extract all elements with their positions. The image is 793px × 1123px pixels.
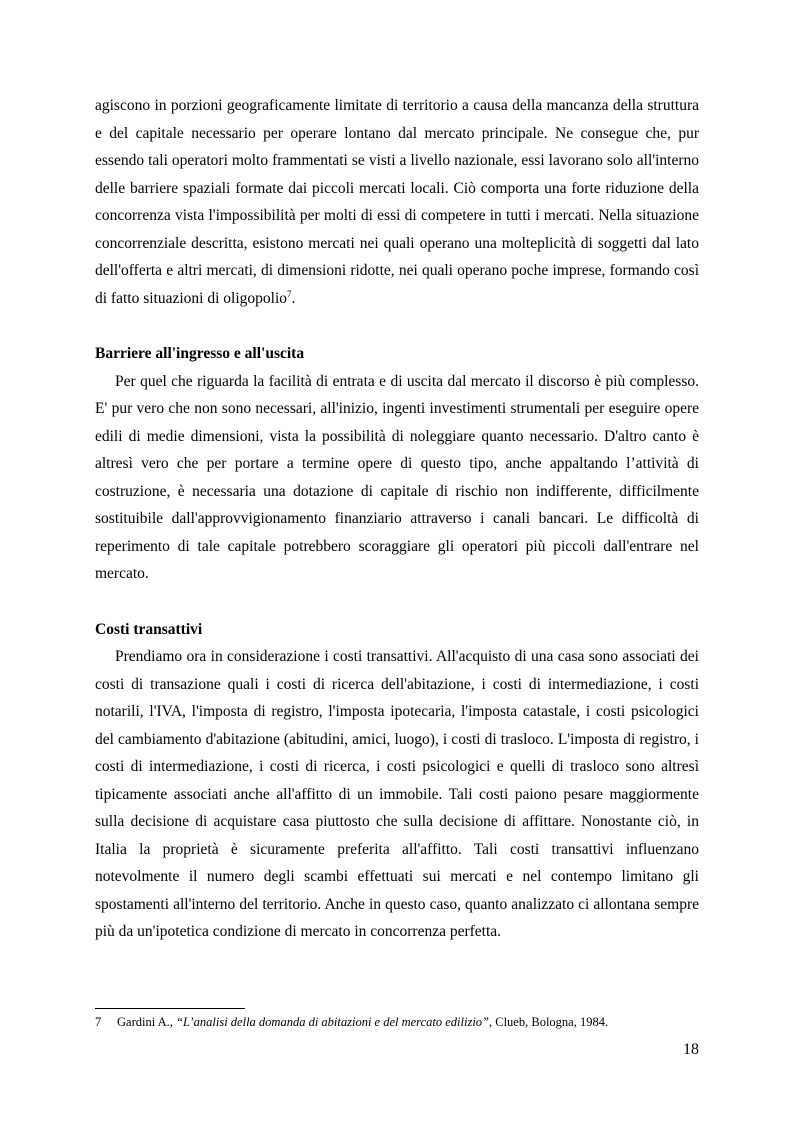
- page-number: 18: [683, 1041, 699, 1058]
- section-heading-costs: Costi transattivi: [95, 620, 203, 638]
- paragraph-costs: Prendiamo ora in considerazione i costi transattivi. All'acquisto di una casa sono associati dei costi di transazione quali i costi di ricerca dell'abitazione, i costi di intermediazione, i costi notarili, l'IVA, l'imposta di registro, l'imposta ipotecaria, l'imposta catastale, i costi psicologici del cambiamento d'abitazione (abitudini, amici, luogo), i costi di trasloco. L'imposta di registro, i costi di intermediazione, i costi di ricerca, i costi psicologici e quelli di trasloco sono altresì tipicamente associati anche all'affitto di un immobile. Tali costi paiono pesare maggiormente sulla decisione di acquistare casa piuttosto che sulla decisione di affittare. Nonostante ciò, in Italia la proprietà è sicuramente preferita all'affitto. Tali costi transattivi influenzano notevolmente il numero degli scambi effettuati sui mercati e nel contempo limitano gli spostamenti all'interno del territorio. Anche in questo caso, quanto analizzato ci allontana sempre più da un'ipotetica condizione di mercato in concorrenza perfetta.: [95, 648, 699, 940]
- section-heading-barriers: Barriere all'ingresso e all'uscita: [95, 345, 305, 362]
- paragraph-barriers: Per quel che riguarda la facilità di entrata e di uscita dal mercato il discorso è più complesso. E' pur vero che non sono necessari, all'inizio, ingenti investimenti strumentali per eseguire opere edili di medie dimensioni, vista la possibilità di noleggiare quanto necessario. D'altro canto è altresì vero che per portare a termine opere di questo tipo, anche appaltando l’attività di costruzione, è necessaria una dotazione di capitale di rischio non indifferente, difficilmente sostituibile dall'approvvigionamento finanziario attraverso i canali bancari. Le difficoltà di reperimento di tale capitale potrebbero scoraggiare gli operatori più piccoli dall'entrare nel mercato.: [95, 372, 699, 582]
- spacer: [95, 588, 699, 616]
- footnote: [95, 1014, 608, 1030]
- paragraph-continuation: [95, 92, 699, 312]
- spacer: [95, 312, 699, 340]
- footnote-number: 7: [95, 1015, 102, 1029]
- paragraph-end: .: [291, 289, 296, 307]
- footnote-title: “L’analisi della domanda di abitazioni e del mercato edilizio”: [176, 1015, 489, 1029]
- footnote-author: Gardini A.,: [117, 1015, 177, 1029]
- footnote-reference[interactable]: 7: [287, 288, 292, 299]
- paragraph-text: agiscono in porzioni geograficamente limitate di territorio a causa della mancanza della struttura e del capitale necessario per operare lontano dal mercato principale. Ne consegue che, pur essendo tali operatori molto frammentati se visti a livello nazionale, essi lavorano solo all'interno delle barriere spaziali formate dai piccoli mercati locali. Ciò comporta una forte riduzione della concorrenza vista l'impossibilità per molti di essi di competere in tutti i mercati. Nella situazione concorrenziale descritta, esistono mercati nei quali operano una molteplicità di soggetti dal lato dell'offerta e altri mercati, di dimensioni ridotte, nei quali operano poche imprese, formando così di fatto situazioni di oligopolio: [95, 97, 699, 307]
- footnote-publisher: , Clueb, Bologna, 1984.: [489, 1015, 609, 1029]
- footnote-divider: [95, 1008, 245, 1009]
- page-body: [95, 92, 699, 946]
